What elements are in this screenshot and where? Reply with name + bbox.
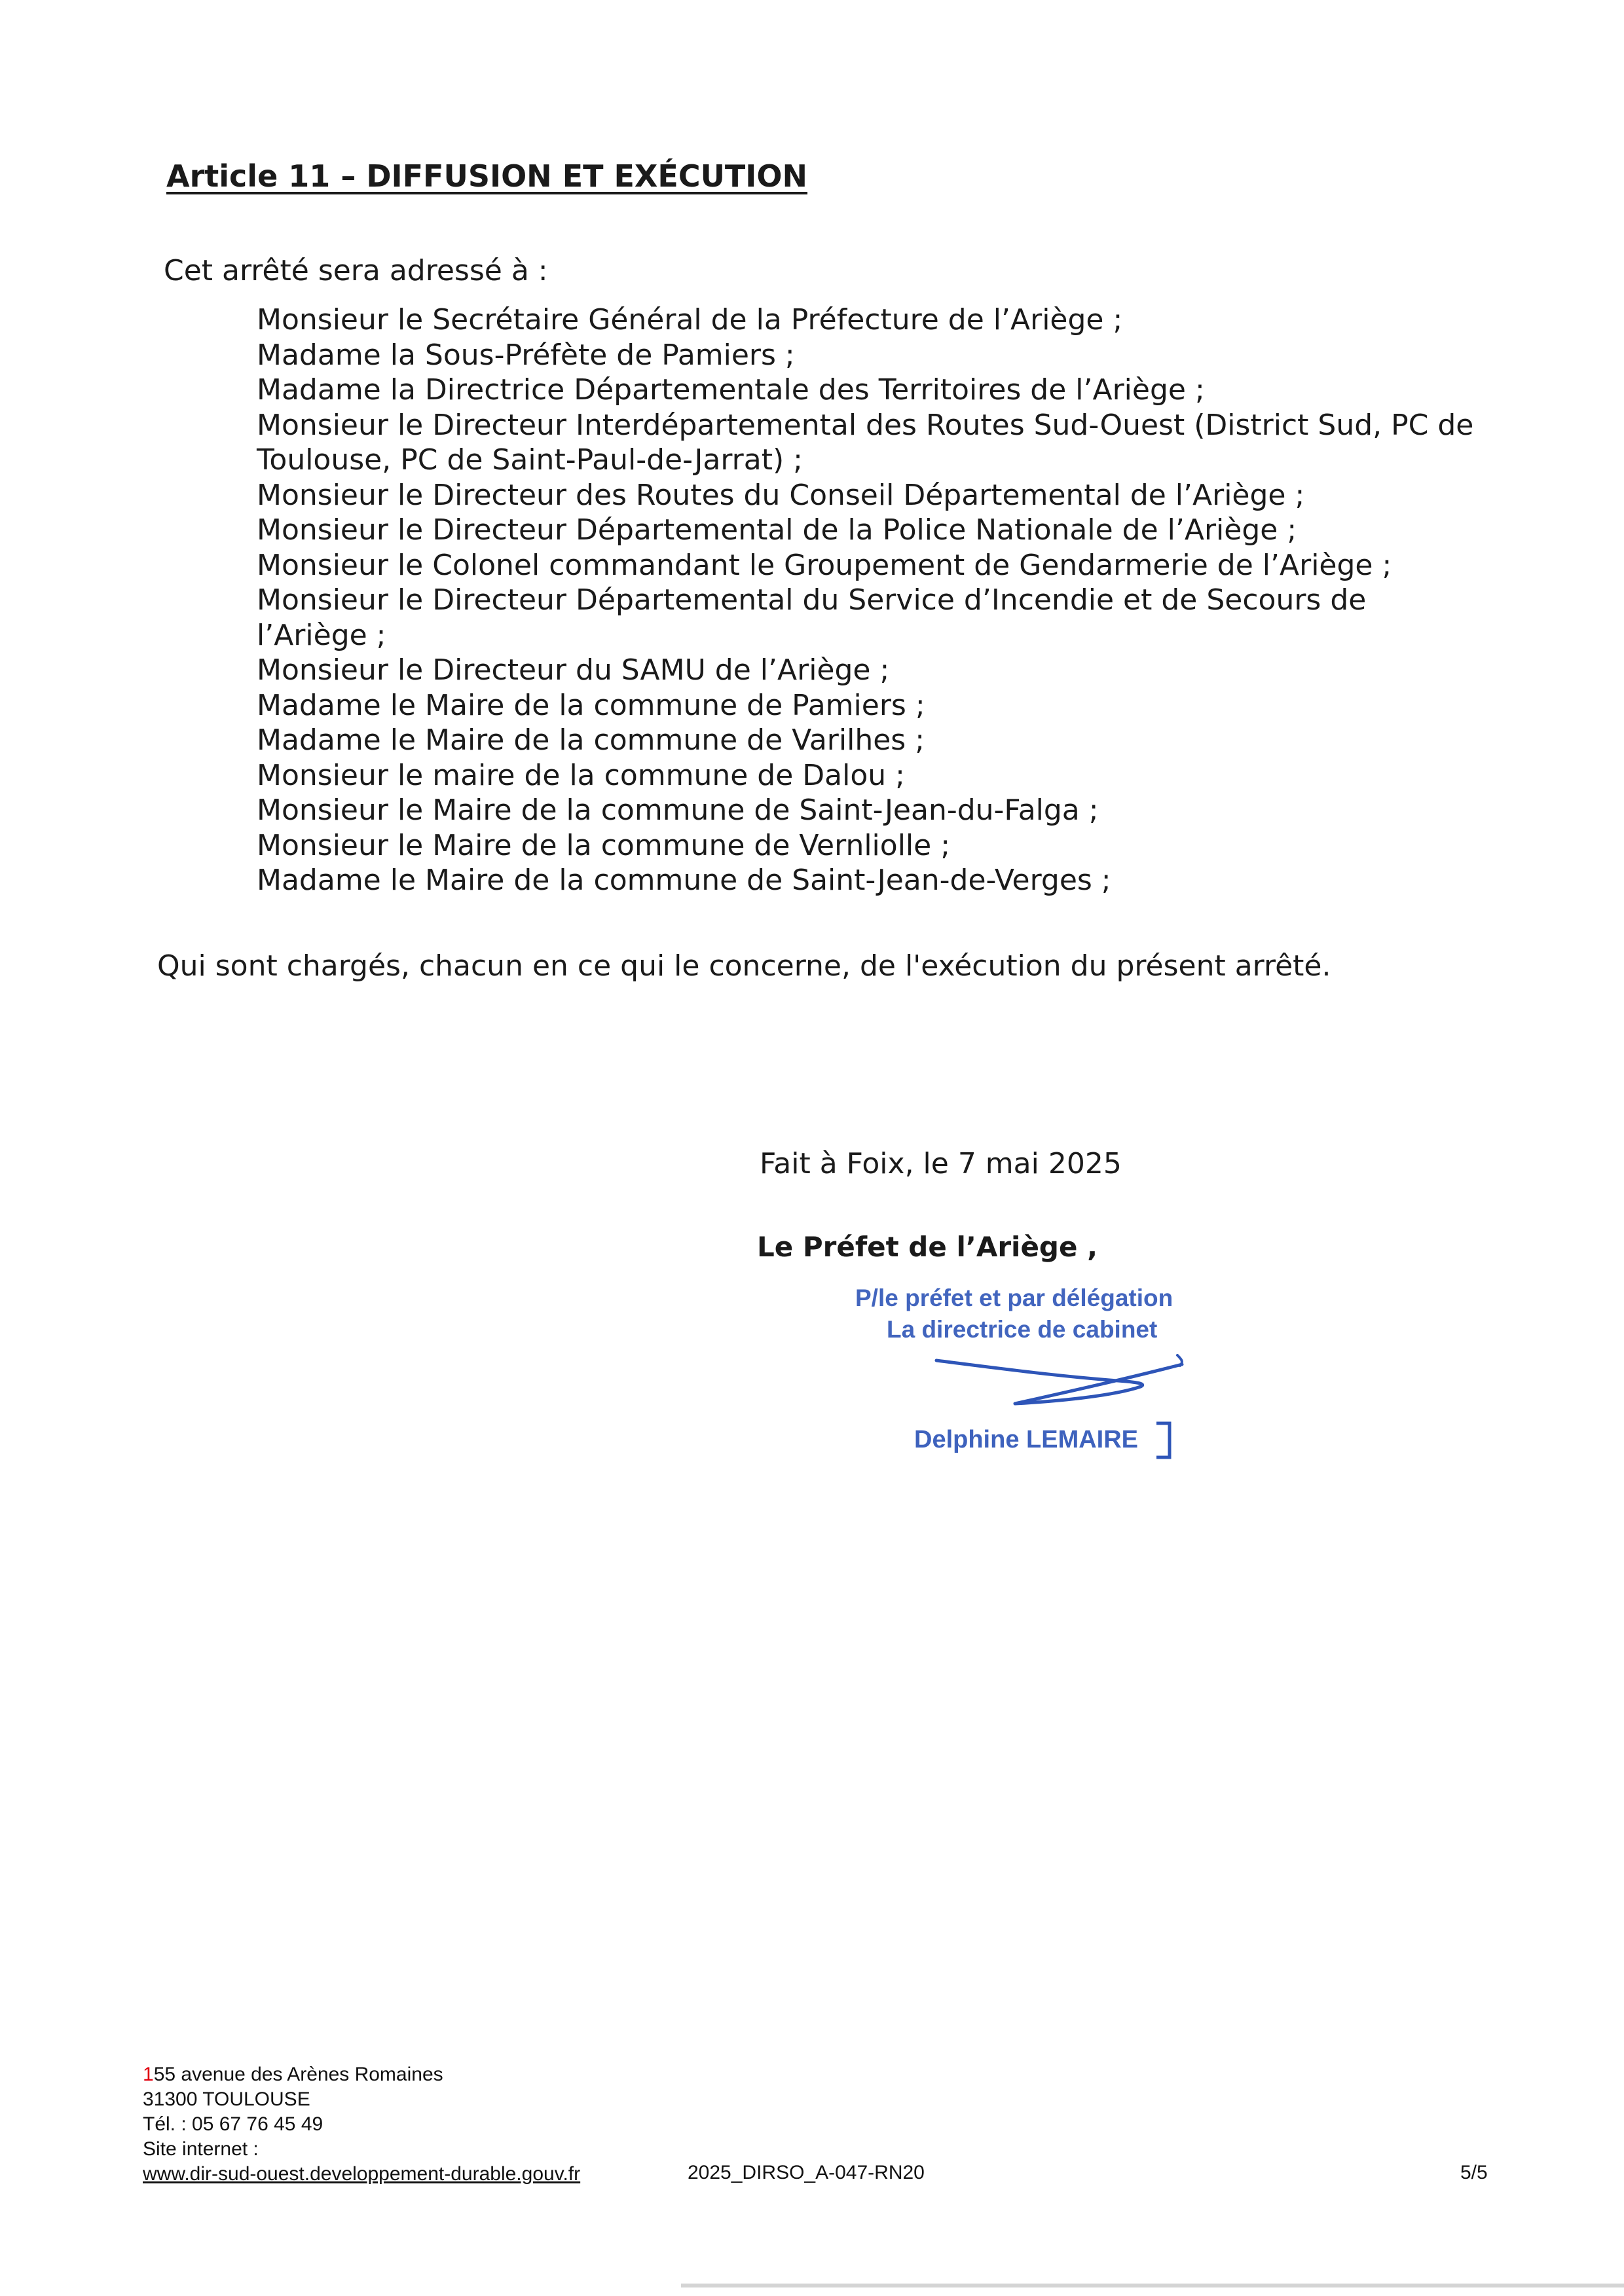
footer-website-label: Site internet : — [143, 2138, 259, 2160]
page-number: 5/5 — [1460, 2162, 1488, 2183]
place-and-date: Fait à Foix, le 7 mai 2025 — [760, 1147, 1122, 1180]
list-item: Monsieur le Maire de la commune de Vernliolle ; — [257, 828, 951, 862]
footer-city: 31300 TOULOUSE — [143, 2088, 310, 2110]
stamp-delegation-line: P/le préfet et par délégation — [855, 1285, 1173, 1311]
list-item: Madame la Sous-Préfète de Pamiers ; — [257, 338, 795, 372]
footer-address-block — [143, 2062, 580, 2187]
delegation-stamp — [851, 1270, 1218, 1486]
document-reference: 2025_DIRSO_A-047-RN20 — [688, 2162, 925, 2183]
signatory-name: Delphine LEMAIRE — [914, 1426, 1139, 1453]
list-item: Monsieur le Maire de la commune de Saint-Jean-du-Falga ; — [257, 793, 1099, 827]
list-item: Madame la Directrice Départementale des Territoires de l’Ariège ; — [257, 373, 1205, 407]
signatory-title: Le Préfet de l’Ariège , — [757, 1231, 1098, 1263]
recipients-intro: Cet arrêté sera adressé à : — [164, 254, 548, 287]
list-item: Monsieur le Directeur du SAMU de l’Ariège ; — [257, 653, 890, 687]
list-item: Monsieur le Directeur Interdépartemental des Routes Sud-Ouest (District Sud, PC de Toulouse, PC de Saint-Paul-de-Jarrat) ; — [257, 408, 1474, 477]
footer-accent-digit: 1 — [143, 2064, 154, 2085]
list-item: Monsieur le Directeur Départemental du Service d’Incendie et de Secours de l’Ariège ; — [257, 583, 1367, 652]
footer-street-text: 55 avenue des Arènes Romaines — [153, 2064, 443, 2085]
scan-edge-divider — [681, 2284, 1624, 2287]
list-item: Madame le Maire de la commune de Saint-Jean-de-Verges ; — [257, 864, 1111, 897]
list-item: Monsieur le Directeur des Routes du Conseil Départemental de l’Ariège ; — [257, 478, 1305, 512]
footer-website-link[interactable]: www.dir-sud-ouest.developpement-durable.gouv.fr — [143, 2163, 581, 2185]
list-item: Madame le Maire de la commune de Varilhes ; — [257, 723, 925, 757]
handwritten-signature — [930, 1336, 1192, 1421]
footer-phone: Tél. : 05 67 76 45 49 — [143, 2113, 323, 2135]
list-item: Madame le Maire de la commune de Pamiers ; — [257, 688, 925, 722]
stamp-bracket — [1153, 1419, 1179, 1463]
list-item: Monsieur le Colonel commandant le Groupement de Gendarmerie de l’Ariège ; — [257, 548, 1392, 582]
list-item: Monsieur le Secrétaire Général de la Préfecture de l’Ariège ; — [257, 303, 1123, 337]
stamp-role-line: La directrice de cabinet — [887, 1316, 1158, 1343]
recipients-list — [257, 302, 1475, 898]
list-item: Monsieur le Directeur Départemental de la Police Nationale de l’Ariège ; — [257, 513, 1297, 547]
footer-street — [143, 2062, 580, 2087]
closing-sentence: Qui sont chargés, chacun en ce qui le concerne, de l'exécution du présent arrêté. — [157, 949, 1331, 983]
list-item: Monsieur le maire de la commune de Dalou ; — [257, 758, 905, 792]
article-title: Article 11 – DIFFUSION ET EXÉCUTION — [166, 158, 808, 194]
